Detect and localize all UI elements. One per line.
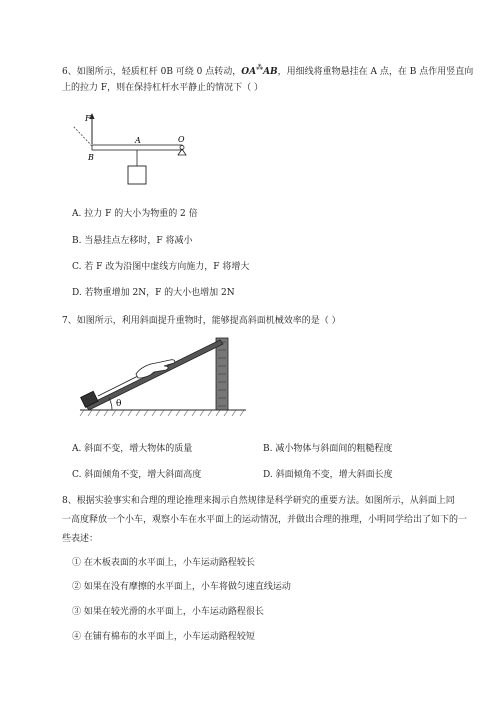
q6-stem-line1 — [62, 63, 473, 78]
q7-option-b[interactable]: B. 减小物体与斜面间的粗糙程度 — [263, 444, 393, 454]
lever-bar — [92, 145, 182, 150]
q8-statement-1: ① 在木板表面的水平面上，小车运动路程较长 — [72, 558, 255, 568]
q8-stem-line2: 一高度释放一个小车，观察小车在水平面上的运动情况，并做出合理的推理，小明同学给出了如下的一 — [62, 515, 468, 525]
q6-formula-symbol: ⁂ — [256, 64, 264, 72]
q6-option-d[interactable]: D. 若物重增加 2N，F 的大小也增加 2N — [72, 288, 235, 298]
q8-statement-3: ③ 如果在较光滑的水平面上，小车运动路程很长 — [72, 607, 264, 617]
q8-statement-4: ④ 在铺有棉布的水平面上，小车运动路程较短 — [72, 632, 255, 642]
q8-statement-2: ② 如果在没有摩擦的水平面上，小车将做匀速直线运动 — [72, 582, 291, 592]
q8-stem-line3: 些表述： — [62, 534, 99, 544]
dashed-force-line — [73, 126, 92, 146]
q8-stem-line1: 8、根据实验事实和合理的理论推理来揭示自然规律是科学研究的重要方法。如图所示，从斜面上同 — [62, 496, 455, 506]
q6-option-c[interactable]: C. 若 F 改为沿图中虚线方向施力，F 将增大 — [72, 262, 250, 272]
q7-option-d[interactable]: D. 斜面倾角不变，增大斜面长度 — [263, 470, 393, 480]
q7-incline-figure — [78, 330, 248, 422]
ground-hatching — [80, 410, 244, 416]
incline-board — [86, 340, 223, 410]
label-o: O — [178, 135, 185, 144]
q6-stem-line2: 上的拉力 F，则在保持杠杆水平静止的情况下（ ） — [62, 83, 263, 93]
q7-option-a[interactable]: A. 斜面不变，增大物体的质量 — [72, 444, 193, 454]
q6-stem-part2: ，用细线将重物悬挂在 A 点，在 B 点作用竖直向 — [277, 67, 474, 77]
q6-stem-part1: 6、如图所示，轻质杠杆 0B 可绕 0 点转动， — [62, 67, 242, 77]
label-f: F — [85, 114, 91, 123]
q7-stem: 7、如图所示，利用斜面提升重物时，能够提高斜面机械效率的是（ ） — [62, 316, 341, 326]
q6-option-a[interactable]: A. 拉力 F 的大小为物重的 2 倍 — [72, 209, 198, 219]
q7-option-c[interactable]: C. 斜面倾角不变，增大斜面高度 — [72, 470, 202, 480]
q6-lever-figure — [70, 108, 200, 193]
q6-formula-oa: OA — [241, 67, 257, 77]
label-b: B — [88, 153, 94, 162]
q6-option-b[interactable]: B. 当悬挂点左移时，F 将减小 — [72, 236, 193, 246]
hanging-weight — [128, 166, 146, 184]
q6-formula-ab: AB — [263, 67, 278, 77]
label-theta: θ — [116, 399, 122, 409]
label-a: A — [135, 136, 141, 145]
